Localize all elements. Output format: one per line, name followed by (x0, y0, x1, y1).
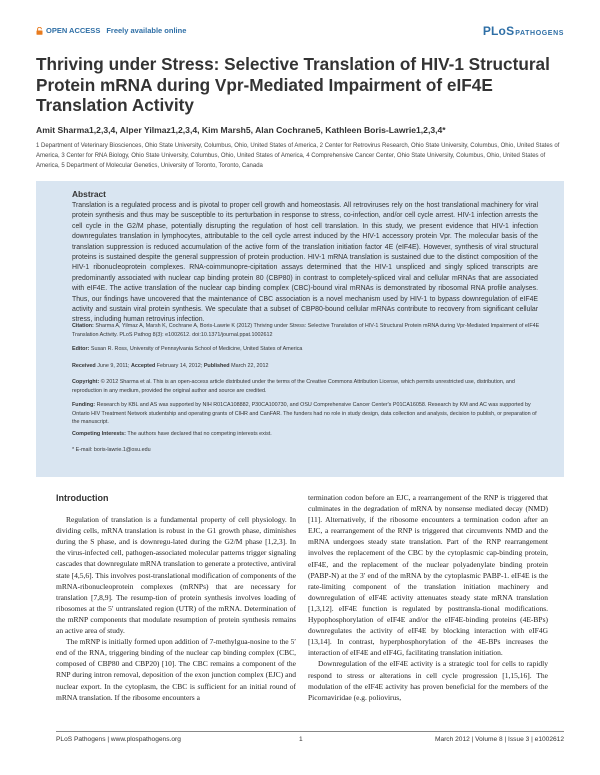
author-list: Amit Sharma1,2,3,4, Alper Yilmaz1,2,3,4, Kim Marsh5, Alan Cochrane5, Kathleen Boris-Lawrie1,2,3,4* (36, 125, 446, 135)
article-title: Thriving under Stress: Selective Translation of HIV-1 Structural Protein mRNA during Vpr-Mediated Impairment of eIF4E Translation Activity (36, 54, 550, 115)
competing-interests (72, 430, 544, 439)
copyright-text: © 2012 Sharma et al. This is an open-access article distributed under the terms of the Creative Commons Attribution License, which permits unrestricted use, distribution, and reproduction in any medium, provided the original author and source are credited. (72, 379, 515, 394)
article-dates (72, 362, 544, 371)
page-footer (56, 736, 564, 748)
body-paragraph: The mRNP is initially formed upon addition of 7-methylgua-nosine to the 5′ end of the RNA, triggering binding of the nuclear cap binding complex (CBC, composed of CBP80 and CBP20) [10]. The CBC remains a component of the RNP during intron removal, deposition of the exon junction complex (EJC) and nuclear export. In the cytoplasm, the CBC is sufficient for an initial round of mRNA translation. If the ribosome encounters a (56, 637, 296, 702)
editor (72, 345, 544, 354)
copyright (72, 378, 544, 395)
editor-label: Editor: (72, 346, 90, 352)
citation (72, 322, 544, 339)
corresponding-email[interactable]: * E-mail: boris-lawrie.1@osu.edu (72, 447, 151, 453)
published-label: Published (203, 363, 230, 369)
funding-text: Research by KBL and AS was supported by NIH R01CA108882, P30CA100730, and OSU Comprehensive Cancer Center's P01CA16058. Research by KM and AC was supported by Ontario HIV Treatment Network studentship and operating grants of CIHR and CanFAR. The funders had no role in study design, data collection and analysis, decision to publish, or preparation of the manuscript. (72, 402, 537, 425)
citation-label: Citation: (72, 323, 94, 329)
competing-text: The authors have declared that no competing interests exist. (127, 431, 272, 437)
accepted-label: Accepted (130, 363, 156, 369)
footer-divider (56, 731, 564, 732)
funding (72, 401, 544, 427)
open-lock-icon (36, 27, 43, 35)
body-column-left (56, 493, 296, 703)
abstract-text: Translation is a regulated process and is pivotal to proper cell growth and homeostasis. All retroviruses rely on the host translational machinery for viral protein synthesis and thus may be susceptible to its perturbation in response to stress, co-infection, and/or cell cycle arrest. HIV-1 infection arrests the cell cycle in the G2/M phase, potentially disrupting the regulation of host cell translation. In this study, we present evidence that HIV-1 infection downregulates translation in lymphocytes, attributable to the cell cycle arrest induced by the HIV-1 accessory protein Vpr. The molecular basis of the translation suppression is reduced accumulation of the active form of the translation initiation factor 4E (eIF4E). However, synthesis of viral structural proteins is sustained despite the general suppression of protein production. HIV-1 mRNA translation is sustained due to the distinct composition of the HIV-1 ribonucleoprotein complexes. RNA-coimmunopre-cipitation assays determined that the HIV-1 unspliced and singly spliced transcripts are predominantly associated with nuclear cap binding protein 80 (CBP80) in contrast to completely-spliced viral and cellular mRNAs that are associated with eIF4E. The active translation of the nuclear cap binding complex (CBC)-bound viral mRNAs is demonstrated by ribosomal RNA profile analyses. Thus, our findings have uncovered that the maintenance of CBC association is a novel mechanism used by HIV-1 to bypass downregulation of eIF4E activity and sustain viral protein synthesis. We speculate that a subset of CBP80-bound cellular mRNAs contribute to recovery from significant cellular stress, including human retrovirus infection. (72, 202, 538, 324)
open-access-label: OPEN ACCESS (46, 26, 101, 35)
open-access-badge (36, 26, 186, 35)
body-column-right (308, 492, 548, 703)
journal-logo (483, 24, 564, 38)
journal-logo-sub: PATHOGENS (515, 30, 564, 37)
abstract-heading: Abstract (72, 189, 106, 199)
footer-issue: March 2012 | Volume 8 | Issue 3 | e1002612 (434, 736, 564, 743)
received-date: June 9, 2011; (97, 363, 130, 369)
abstract-box (36, 181, 564, 477)
body-paragraph: Regulation of translation is a fundamental property of cell physiology. In dividing cells, mRNA translation is robust in the G1 growth phase, diminishes during the S phase, and is downregu-lated during the G2/M phase [1,2,3]. In the virus-infected cell, pathogen-associated molecular patterns trigger signaling cascades that downregulate mRNA translation to generate a protective, antiviral state [4,5,6]. This involves post-translational modification of components of the mRNA-ribonucleoprotein complexes (mRNPs) that are necessary for translation [7,8,9]. The resump-tion of protein synthesis involves loading of ribosomes at the 5′ untranslated region (UTR) of the mRNA. Determination of the mRNP components that modulate resumption of protein synthesis remains an active area of study. (56, 515, 296, 636)
funding-label: Funding: (72, 402, 96, 408)
journal-logo-main: PLoS (482, 24, 515, 38)
page-number: 1 (299, 736, 303, 743)
body-paragraph: termination codon before an EJC, a rearrangement of the RNP is triggered that culminates in the degradation of mRNA by nonsense mediated decay (NMD) [11]. Alternatively, if the ribosome encounters a termination codon after an EJC, a rearrangement of the RNP is triggered that circumvents NMD and the mRNA undergoes steady state translation. Part of the RNP rearrangement involves the replacement of the CBC by the cytoplasmic cap-binding protein, eIF4E, and the replacement of the nuclear polyadenylate binding protein (PABP-N) at the 3′ end of the mRNA by the cytoplasmic PABP-1. eIF4E is the rate-limiting component of the translation initiation machinery and downregulation of eIF4E activity attenuates steady state mRNA translation [1,3,12]. eIF4E function is regulated by posttransla-tional modifications. Hypophosphorylation of eIF4E and/or the eIF4E-binding proteins (4E-BPs) downregulates the activity of eIF4E by blocking interaction with eIF4G [13,14]. In contrast, hyperphosphorylation of the 4E-BPs increases the interaction of eIF4E and eIF4G, facilitating translation initiation. (308, 493, 548, 658)
footer-journal[interactable]: PLoS Pathogens | www.plospathogens.org (56, 736, 181, 743)
citation-text: Sharma A, Yilmaz A, Marsh K, Cochrane A, Boris-Lawrie K (2012) Thriving under Stress: Selective Translation of HIV-1 Structural Protein mRNA during Vpr-Mediated Impairment of eIF4E Translation Activity. PLoS Pathog 8(3): e1002612. doi:10.1371/journal.ppat.1002612 (72, 323, 540, 338)
body-paragraph: Downregulation of the eIF4E activity is a strategic tool for cells to rapidly respond to stress or alterations in cell cycle progression [1,15,16]. The modulation of the eIF4E activity has proven beneficial for the members of the Picornaviridae (e.g. poliovirus, (308, 659, 548, 702)
copyright-label: Copyright: (72, 379, 100, 385)
free-online-label: Freely available online (106, 26, 187, 35)
introduction-heading: Introduction (56, 493, 109, 503)
published-date: March 22, 2012 (231, 363, 269, 369)
accepted-date: February 14, 2012; (156, 363, 203, 369)
competing-label: Competing Interests: (72, 431, 126, 437)
journal-header (36, 24, 564, 42)
editor-text: Susan R. Ross, University of Pennsylvania School of Medicine, United States of America (90, 346, 303, 352)
affiliations: 1 Department of Veterinary Biosciences, Ohio State University, Columbus, Ohio, United States of America, 2 Center for Retrovirus Research, Ohio State University, Columbus, Ohio, United States of America, 3 Center for RNA Biology, Ohio State University, Columbus, Ohio, United States of America, 4 Comprehensive Cancer Center, Ohio State University, Columbus, Ohio, United States of America, 5 Department of Molecular Genetics, University of Toronto, Toronto, Canada (36, 143, 560, 169)
received-label: Received (72, 363, 96, 369)
